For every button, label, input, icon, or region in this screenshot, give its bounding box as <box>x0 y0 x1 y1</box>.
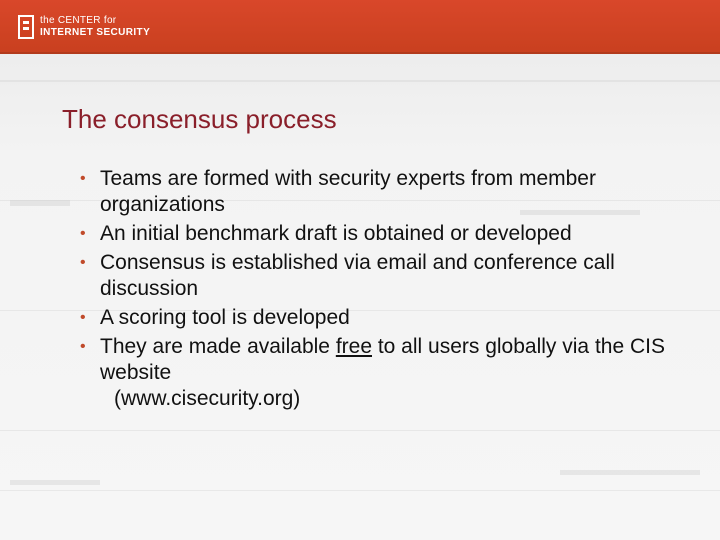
bullet-item <box>74 305 702 331</box>
bullet-marker-icon: • <box>80 225 86 242</box>
bullet-item <box>74 166 702 218</box>
bullet-text: An initial benchmark draft is obtained or developed <box>100 222 572 245</box>
bullet-text: Consensus is established via email and conference call discussion <box>100 251 615 300</box>
logo-line-1: the CENTER for <box>40 15 117 26</box>
bullet-item <box>74 334 702 412</box>
bullet-item <box>74 221 702 247</box>
bullet-marker-icon: • <box>80 254 86 271</box>
bullet-item <box>74 250 702 302</box>
bullet-text-before: They are made available <box>100 335 336 358</box>
slide-title: The consensus process <box>62 104 337 134</box>
bullet-text: Teams are formed with security experts from member organizations <box>100 167 596 216</box>
cis-logo-icon <box>18 14 34 40</box>
bullet-text: A scoring tool is developed <box>100 306 350 329</box>
header-bar <box>0 0 720 54</box>
bullet-marker-icon: • <box>80 338 86 355</box>
underlined-free: free <box>335 335 372 358</box>
cis-logo[interactable] <box>18 10 150 44</box>
website-url: (www.cisecurity.org) <box>114 387 301 410</box>
bullet-marker-icon: • <box>80 170 86 187</box>
bullet-list <box>74 166 702 415</box>
bullet-text-after: to all users globally via the CIS website <box>100 335 665 384</box>
logo-line-2: INTERNET SECURITY <box>40 27 151 38</box>
bullet-marker-icon: • <box>80 309 86 326</box>
